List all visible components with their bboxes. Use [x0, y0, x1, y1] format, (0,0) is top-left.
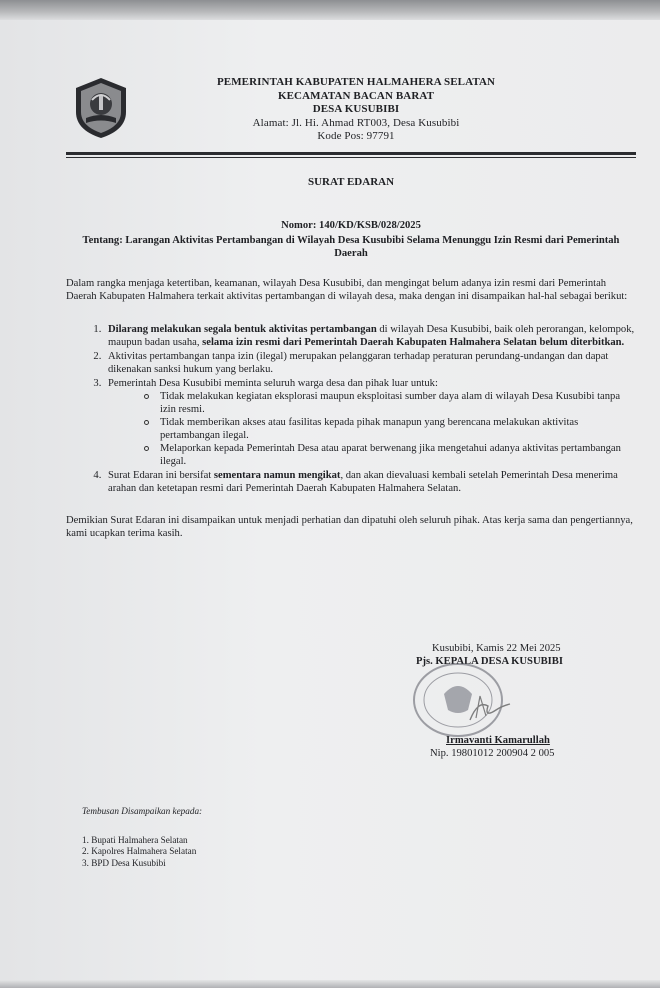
letterhead-rule [66, 152, 636, 155]
list-item: 1. Bupati Halmahera Selatan [82, 834, 188, 845]
point-4-bold: sementara namun mengikat [213, 470, 341, 481]
point-4-text-2: , dan akan dievaluasi kembali setelah Pemerintah Desa menerima arahan dan ketetapan resmi dari Pemerintah Daerah Kabupaten Halmahera Selatan. [108, 470, 618, 494]
postal-code: Kode Pos: 97791 [317, 130, 395, 142]
list-item [104, 377, 636, 468]
government-name: PEMERINTAH KABUPATEN HALMAHERA SELATAN [216, 76, 496, 88]
points-list [66, 323, 636, 495]
signatory-nip: Nip. 19801012 200904 2 005 [430, 748, 555, 759]
sub-list-item: Tidak memberikan akses atau fasilitas kepada pihak manapun yang berencana melakukan aktivitas pertambangan ilegal. [144, 416, 636, 442]
document-subject: Tentang: Larangan Aktivitas Pertambangan di Wilayah Desa Kusubibi Selama Menunggu Izin Resmi dari Pemerintah Daerah [82, 235, 620, 259]
point-1-text: di wilayah Desa Kusubibi, baik oleh perorangan, kelompok, maupun badan usaha, [108, 324, 635, 348]
photo-top-edge [0, 0, 660, 20]
closing-paragraph: Demikian Surat Edaran ini disampaikan untuk menjadi perhatian dan dipatuhi oleh seluruh pihak. Atas kerja sama dan pengertiannya, kami ucapkan terima kasih. [66, 515, 633, 539]
carbon-copy-list [82, 835, 202, 870]
place-date: Kusubibi, Kamis 22 Mei 2025 [432, 643, 561, 654]
letter-page [66, 64, 636, 868]
regency-emblem-icon [70, 76, 132, 140]
carbon-copy-section [82, 806, 202, 869]
sub-list-item: Tidak melakukan kegiatan eksplorasi maupun eksploitasi sumber daya alam di wilayah Desa Kusubibi tanpa izin resmi. [144, 390, 636, 416]
photo-bottom-edge [0, 980, 660, 988]
sub-list [108, 390, 636, 468]
point-1-bold-2: selama izin resmi dari Pemerintah Daerah Kabupaten Halmahera Selatan belum diterbitkan. [202, 337, 625, 348]
sub-list-item: Melaporkan kepada Pemerintah Desa atau aparat berwenang jika mengetahui adanya aktivitas pertambangan ilegal. [144, 442, 636, 468]
list-item [104, 469, 636, 495]
point-4-text: Surat Edaran ini bersifat [108, 470, 214, 481]
letterhead [66, 64, 636, 154]
document-number: Nomor: 140/KD/KSB/028/2025 [281, 220, 421, 231]
point-3-text: Pemerintah Desa Kusubibi meminta seluruh warga desa dan pihak luar untuk: [108, 378, 438, 389]
address: Alamat: Jl. Hi. Ahmad RT003, Desa Kusubibi [252, 116, 460, 129]
letterhead-rule-thin [66, 157, 636, 158]
district-name: KECAMATAN BACAN BARAT [277, 89, 435, 102]
village-name: DESA KUSUBIBI [312, 103, 400, 115]
point-1-bold: Dilarang melakukan segala bentuk aktivitas pertambangan [108, 324, 377, 335]
point-2-text: Aktivitas pertambangan tanpa izin (ilegal) merupakan pelanggaran terhadap peraturan perundang-undangan dan dapat dikenakan sanksi hukum yang berlaku. [108, 351, 609, 375]
list-item [104, 323, 636, 349]
signatory-role: Pjs. KEPALA DESA KUSUBIBI [416, 656, 563, 667]
list-item: 2. Kapolres Halmahera Selatan [82, 846, 197, 856]
signatory-name: Irmavanti Kamarullah [446, 735, 550, 746]
list-item [104, 350, 636, 376]
document-title: SURAT EDARAN [307, 176, 395, 188]
official-stamp-icon [406, 660, 518, 738]
signature-block [404, 642, 644, 760]
letterhead-text [126, 76, 586, 144]
intro-paragraph: Dalam rangka menjaga ketertiban, keamanan, wilayah Desa Kusubibi, dan mengingat belum adanya izin resmi dari Pemerintah Daerah Kabupaten Halmahera terkait aktivitas pertambangan di wilayah desa, maka dengan ini disampaikan hal-hal sebagai berikut: [66, 278, 628, 302]
carbon-copy-heading: Tembusan Disampaikan kepada: [82, 806, 203, 816]
list-item: 3. BPD Desa Kusubibi [82, 857, 166, 868]
